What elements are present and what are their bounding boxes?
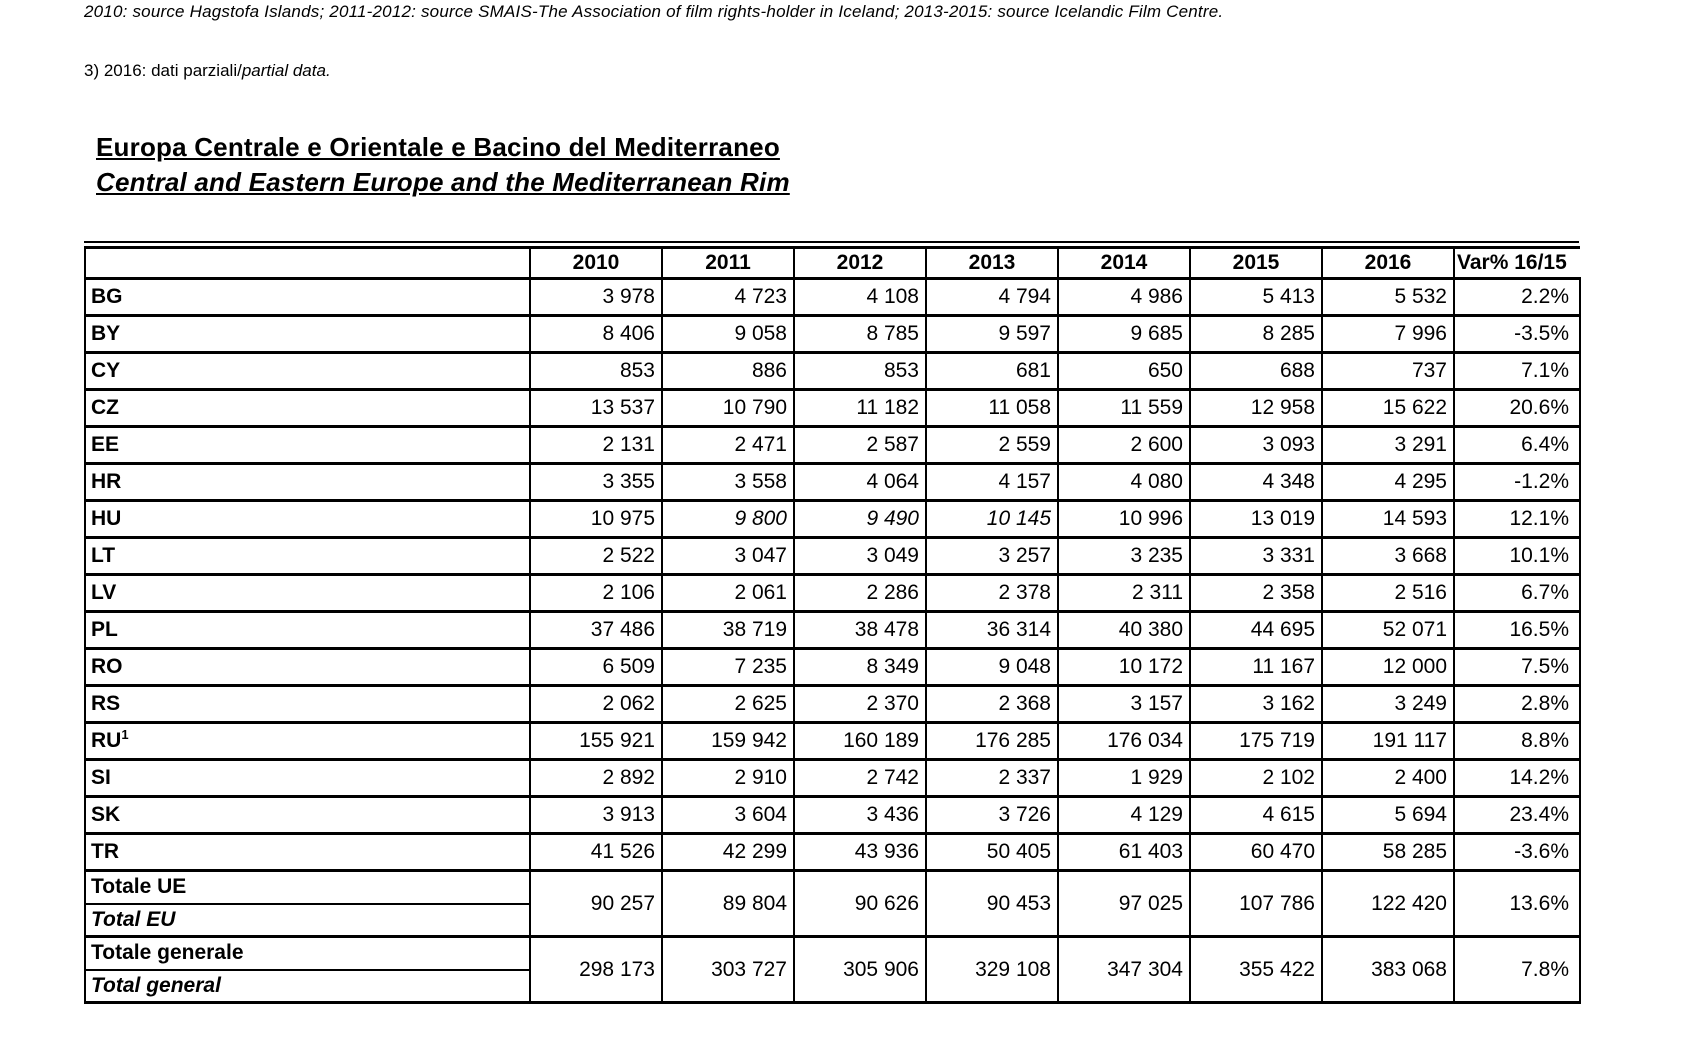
value-cell: 155 921 — [530, 723, 662, 760]
value-cell: 10 790 — [662, 390, 794, 427]
row-label: SK — [91, 803, 121, 826]
section-title-english: Central and Eastern Europe and the Mediterranean Rim — [96, 167, 790, 197]
partial-data-note — [84, 61, 1692, 81]
value-cell: 2 062 — [530, 686, 662, 723]
value-cell: 2 311 — [1058, 575, 1190, 612]
var-cell: 7.1% — [1454, 353, 1580, 390]
table-row — [85, 834, 1580, 871]
value-cell: 737 — [1322, 353, 1454, 390]
total-value-cell: 347 304 — [1058, 937, 1190, 1003]
value-cell: 9 800 — [662, 501, 794, 538]
value-cell: 11 167 — [1190, 649, 1322, 686]
value-cell: 43 936 — [794, 834, 926, 871]
row-label-cell — [85, 501, 530, 538]
row-label: SI — [91, 766, 111, 789]
total-row — [85, 937, 1580, 970]
var-cell: -1.2% — [1454, 464, 1580, 501]
row-label-superscript: 1 — [121, 727, 129, 742]
row-label-cell — [85, 649, 530, 686]
value-cell: 3 249 — [1322, 686, 1454, 723]
var-cell: 6.7% — [1454, 575, 1580, 612]
value-cell: 2 368 — [926, 686, 1058, 723]
row-label-cell — [85, 353, 530, 390]
var-cell: 12.1% — [1454, 501, 1580, 538]
row-label: CZ — [91, 396, 119, 419]
value-cell: 13 537 — [530, 390, 662, 427]
total-value-cell: 122 420 — [1322, 871, 1454, 937]
row-label-cell — [85, 427, 530, 464]
year-column-header: 2014 — [1058, 248, 1190, 279]
table-row — [85, 427, 1580, 464]
total-var-cell: 7.8% — [1454, 937, 1580, 1003]
table-row — [85, 612, 1580, 649]
value-cell: 2 516 — [1322, 575, 1454, 612]
value-cell: 4 157 — [926, 464, 1058, 501]
table-row — [85, 501, 1580, 538]
value-cell: 2 471 — [662, 427, 794, 464]
table-body — [85, 279, 1580, 1003]
value-cell: 160 189 — [794, 723, 926, 760]
corner-cell — [85, 248, 530, 279]
table-row — [85, 760, 1580, 797]
value-cell: 58 285 — [1322, 834, 1454, 871]
var-cell: 8.8% — [1454, 723, 1580, 760]
value-cell: 9 597 — [926, 316, 1058, 353]
value-cell: 3 913 — [530, 797, 662, 834]
value-cell: 2 559 — [926, 427, 1058, 464]
value-cell: 11 559 — [1058, 390, 1190, 427]
value-cell: 3 726 — [926, 797, 1058, 834]
value-cell: 6 509 — [530, 649, 662, 686]
value-cell: 2 522 — [530, 538, 662, 575]
partial-data-note-prefix: 3) 2016: dati parziali/ — [84, 61, 242, 80]
partial-data-note-italic: partial data. — [241, 61, 331, 80]
row-label: BG — [91, 285, 123, 308]
value-cell: 11 182 — [794, 390, 926, 427]
total-value-cell: 97 025 — [1058, 871, 1190, 937]
value-cell: 7 235 — [662, 649, 794, 686]
value-cell: 853 — [794, 353, 926, 390]
value-cell: 8 349 — [794, 649, 926, 686]
row-label: CY — [91, 359, 121, 382]
value-cell: 15 622 — [1322, 390, 1454, 427]
var-cell: 20.6% — [1454, 390, 1580, 427]
value-cell: 4 108 — [794, 279, 926, 316]
value-cell: 3 668 — [1322, 538, 1454, 575]
value-cell: 1 929 — [1058, 760, 1190, 797]
var-cell: -3.6% — [1454, 834, 1580, 871]
row-label: LT — [91, 544, 116, 567]
var-cell: 23.4% — [1454, 797, 1580, 834]
table-top-rule — [84, 241, 1579, 243]
value-cell: 4 064 — [794, 464, 926, 501]
var-cell: 10.1% — [1454, 538, 1580, 575]
year-column-header: 2016 — [1322, 248, 1454, 279]
table-header-row — [85, 248, 1580, 279]
table-row — [85, 575, 1580, 612]
value-cell: 13 019 — [1190, 501, 1322, 538]
table-row — [85, 353, 1580, 390]
value-cell: 2 061 — [662, 575, 794, 612]
value-cell: 176 034 — [1058, 723, 1190, 760]
value-cell: 3 355 — [530, 464, 662, 501]
table-row — [85, 649, 1580, 686]
total-var-cell: 13.6% — [1454, 871, 1580, 937]
value-cell: 9 048 — [926, 649, 1058, 686]
value-cell: 44 695 — [1190, 612, 1322, 649]
total-row — [85, 871, 1580, 904]
value-cell: 37 486 — [530, 612, 662, 649]
table-row — [85, 316, 1580, 353]
row-label-cell — [85, 760, 530, 797]
row-label: RU — [91, 729, 122, 752]
value-cell: 41 526 — [530, 834, 662, 871]
table-row — [85, 723, 1580, 760]
value-cell: 2 910 — [662, 760, 794, 797]
section-title-italian: Europa Centrale e Orientale e Bacino del Mediterraneo — [96, 132, 780, 162]
row-label: HU — [91, 507, 122, 530]
row-label-cell — [85, 723, 530, 760]
value-cell: 688 — [1190, 353, 1322, 390]
value-cell: 2 600 — [1058, 427, 1190, 464]
total-value-cell: 355 422 — [1190, 937, 1322, 1003]
total-value-cell: 89 804 — [662, 871, 794, 937]
row-label: RO — [91, 655, 123, 678]
row-label-cell — [85, 575, 530, 612]
value-cell: 3 047 — [662, 538, 794, 575]
value-cell: 38 478 — [794, 612, 926, 649]
row-label-cell — [85, 464, 530, 501]
total-value-cell: 90 626 — [794, 871, 926, 937]
value-cell: 650 — [1058, 353, 1190, 390]
total-value-cell: 298 173 — [530, 937, 662, 1003]
value-cell: 2 106 — [530, 575, 662, 612]
value-cell: 3 162 — [1190, 686, 1322, 723]
value-cell: 2 400 — [1322, 760, 1454, 797]
value-cell: 159 942 — [662, 723, 794, 760]
value-cell: 4 723 — [662, 279, 794, 316]
value-cell: 2 131 — [530, 427, 662, 464]
value-cell: 2 358 — [1190, 575, 1322, 612]
var-cell: 2.8% — [1454, 686, 1580, 723]
value-cell: 3 604 — [662, 797, 794, 834]
total-value-cell: 90 257 — [530, 871, 662, 937]
var-cell: 16.5% — [1454, 612, 1580, 649]
value-cell: 4 080 — [1058, 464, 1190, 501]
value-cell: 40 380 — [1058, 612, 1190, 649]
row-label-cell — [85, 612, 530, 649]
value-cell: 2 625 — [662, 686, 794, 723]
value-cell: 2 286 — [794, 575, 926, 612]
total-label-italian: Totale UE — [85, 871, 530, 904]
value-cell: 42 299 — [662, 834, 794, 871]
value-cell: 3 291 — [1322, 427, 1454, 464]
var-cell: -3.5% — [1454, 316, 1580, 353]
value-cell: 61 403 — [1058, 834, 1190, 871]
value-cell: 175 719 — [1190, 723, 1322, 760]
value-cell: 4 129 — [1058, 797, 1190, 834]
total-value-cell: 329 108 — [926, 937, 1058, 1003]
value-cell: 4 615 — [1190, 797, 1322, 834]
value-cell: 176 285 — [926, 723, 1058, 760]
total-value-cell: 90 453 — [926, 871, 1058, 937]
table-row — [85, 686, 1580, 723]
row-label: BY — [91, 322, 121, 345]
value-cell: 2 337 — [926, 760, 1058, 797]
value-cell: 50 405 — [926, 834, 1058, 871]
value-cell: 4 794 — [926, 279, 1058, 316]
value-cell: 3 093 — [1190, 427, 1322, 464]
value-cell: 3 157 — [1058, 686, 1190, 723]
row-label: PL — [91, 618, 118, 641]
value-cell: 10 172 — [1058, 649, 1190, 686]
value-cell: 60 470 — [1190, 834, 1322, 871]
value-cell: 2 587 — [794, 427, 926, 464]
value-cell: 8 785 — [794, 316, 926, 353]
total-label-italian: Totale generale — [85, 937, 530, 970]
value-cell: 3 235 — [1058, 538, 1190, 575]
var-cell: 6.4% — [1454, 427, 1580, 464]
row-label: HR — [91, 470, 122, 493]
value-cell: 3 257 — [926, 538, 1058, 575]
total-label-english: Total EU — [85, 904, 530, 937]
row-label-cell — [85, 316, 530, 353]
year-column-header: 2010 — [530, 248, 662, 279]
total-label-english: Total general — [85, 970, 530, 1003]
var-column-header: Var% 16/15 — [1454, 248, 1580, 279]
value-cell: 8 285 — [1190, 316, 1322, 353]
value-cell: 853 — [530, 353, 662, 390]
value-cell: 10 996 — [1058, 501, 1190, 538]
total-value-cell: 107 786 — [1190, 871, 1322, 937]
table-row — [85, 390, 1580, 427]
value-cell: 681 — [926, 353, 1058, 390]
value-cell: 3 978 — [530, 279, 662, 316]
row-label-cell — [85, 834, 530, 871]
row-label-cell — [85, 279, 530, 316]
value-cell: 3 436 — [794, 797, 926, 834]
row-label: RS — [91, 692, 121, 715]
year-column-header: 2013 — [926, 248, 1058, 279]
value-cell: 10 145 — [926, 501, 1058, 538]
total-value-cell: 303 727 — [662, 937, 794, 1003]
value-cell: 2 370 — [794, 686, 926, 723]
value-cell: 8 406 — [530, 316, 662, 353]
value-cell: 2 742 — [794, 760, 926, 797]
total-value-cell: 305 906 — [794, 937, 926, 1003]
value-cell: 886 — [662, 353, 794, 390]
value-cell: 9 490 — [794, 501, 926, 538]
value-cell: 5 413 — [1190, 279, 1322, 316]
value-cell: 2 378 — [926, 575, 1058, 612]
row-label: TR — [91, 840, 119, 863]
value-cell: 4 348 — [1190, 464, 1322, 501]
row-label: LV — [91, 581, 117, 604]
year-column-header: 2015 — [1190, 248, 1322, 279]
value-cell: 5 532 — [1322, 279, 1454, 316]
row-label-cell — [85, 390, 530, 427]
value-cell: 5 694 — [1322, 797, 1454, 834]
value-cell: 2 102 — [1190, 760, 1322, 797]
value-cell: 9 685 — [1058, 316, 1190, 353]
value-cell: 10 975 — [530, 501, 662, 538]
value-cell: 11 058 — [926, 390, 1058, 427]
value-cell: 38 719 — [662, 612, 794, 649]
row-label-cell — [85, 686, 530, 723]
value-cell: 191 117 — [1322, 723, 1454, 760]
table-row — [85, 464, 1580, 501]
row-label-cell — [85, 797, 530, 834]
var-cell: 14.2% — [1454, 760, 1580, 797]
value-cell: 3 331 — [1190, 538, 1322, 575]
table-row — [85, 538, 1580, 575]
value-cell: 12 000 — [1322, 649, 1454, 686]
var-cell: 7.5% — [1454, 649, 1580, 686]
row-label-cell — [85, 538, 530, 575]
source-note: 2010: source Hagstofa Islands; 2011-2012: source SMAIS-The Association of film rights-holder in Iceland; 2013-2015: source Icelandic Film Centre. — [84, 2, 1224, 21]
year-column-header: 2011 — [662, 248, 794, 279]
value-cell: 52 071 — [1322, 612, 1454, 649]
value-cell: 4 295 — [1322, 464, 1454, 501]
value-cell: 3 049 — [794, 538, 926, 575]
value-cell: 7 996 — [1322, 316, 1454, 353]
value-cell: 9 058 — [662, 316, 794, 353]
table-row — [85, 279, 1580, 316]
value-cell: 36 314 — [926, 612, 1058, 649]
value-cell: 2 892 — [530, 760, 662, 797]
value-cell: 12 958 — [1190, 390, 1322, 427]
admissions-table — [84, 246, 1581, 1004]
row-label: EE — [91, 433, 120, 456]
var-cell: 2.2% — [1454, 279, 1580, 316]
value-cell: 3 558 — [662, 464, 794, 501]
table-row — [85, 797, 1580, 834]
year-column-header: 2012 — [794, 248, 926, 279]
value-cell: 14 593 — [1322, 501, 1454, 538]
total-value-cell: 383 068 — [1322, 937, 1454, 1003]
value-cell: 4 986 — [1058, 279, 1190, 316]
